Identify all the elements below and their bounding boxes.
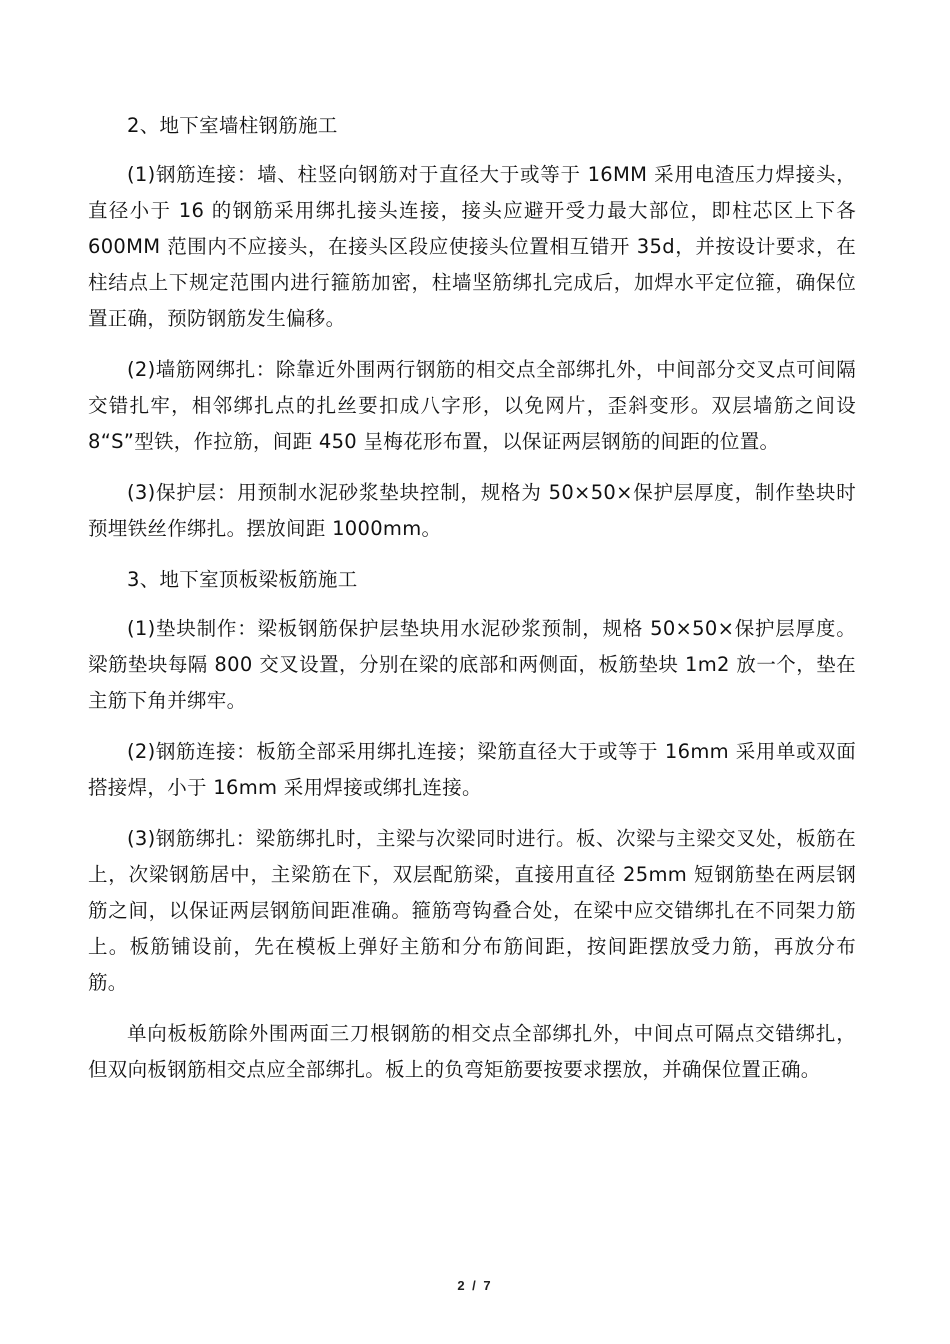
paragraph: (1)钢筋连接：墙、柱竖向钢筋对于直径大于或等于 16MM 采用电渣压力焊接头，直径小于 16 的钢筋采用绑扎接头连接，接头应避开受力最大部位，即柱芯区上下各 600MM 范围内不应接头，在接头区段应使接头位置相互错开 35d，并按设计要求，在柱结点上下规定范围内进行箍筋加密，柱墙坚筋绑扎完成后，加焊水平定位箍，确保位置正确，预防钢筋发生偏移。 bbox=[88, 163, 856, 330]
paragraph: (2)钢筋连接：板筋全部采用绑扎连接；梁筋直径大于或等于 16mm 采用单或双面搭接焊，小于 16mm 采用焊接或绑扎连接。 bbox=[88, 740, 856, 799]
paragraph: (2)墙筋网绑扎：除靠近外围两行钢筋的相交点全部绑扎外，中间部分交叉点可间隔交错扎牢，相邻绑扎点的扎丝要扣成八字形，以免网片，歪斜变形。双层墙筋之间设 8“S”型铁，作拉筋，间距 450 呈梅花形布置，以保证两层钢筋的间距的位置。 bbox=[88, 358, 876, 453]
paragraph: 单向板板筋除外围两面三刀根钢筋的相交点全部绑扎外，中间点可隔点交错绑扎，但双向板钢筋相交点应全部绑扎。板上的负弯矩筋要按要求摆放，并确保位置正确。 bbox=[88, 1022, 856, 1081]
section-heading: 2、地下室墙柱钢筋施工 bbox=[127, 114, 338, 137]
document-body bbox=[88, 108, 876, 1103]
paragraph: (3)钢筋绑扎：梁筋绑扎时，主梁与次梁同时进行。板、次梁与主梁交叉处，板筋在上，次梁钢筋居中，主梁筋在下，双层配筋梁，直接用直径 25mm 短钢筋垫在两层钢筋之间，以保证两层钢筋间距准确。箍筋弯钩叠合处，在梁中应交错绑扎在不同架力筋上。板筋铺设前，先在模板上弹好主筋和分布筋间距，按间距摆放受力筋，再放分布筋。 bbox=[88, 827, 856, 994]
section-heading: 3、地下室顶板梁板筋施工 bbox=[127, 568, 358, 591]
page-number: 2 / 7 bbox=[457, 1278, 493, 1293]
paragraph: (3)保护层：用预制水泥砂浆垫块控制，规格为 50×50×保护层厚度，制作垫块时预埋铁丝作绑扎。摆放间距 1000mm。 bbox=[88, 481, 856, 540]
paragraph: (1)垫块制作：梁板钢筋保护层垫块用水泥砂浆预制，规格 50×50×保护层厚度。梁筋垫块每隔 800 交叉设置，分别在梁的底部和两侧面，板筋垫块 1m2 放一个，垫在主筋下角并绑牢。 bbox=[88, 617, 856, 712]
